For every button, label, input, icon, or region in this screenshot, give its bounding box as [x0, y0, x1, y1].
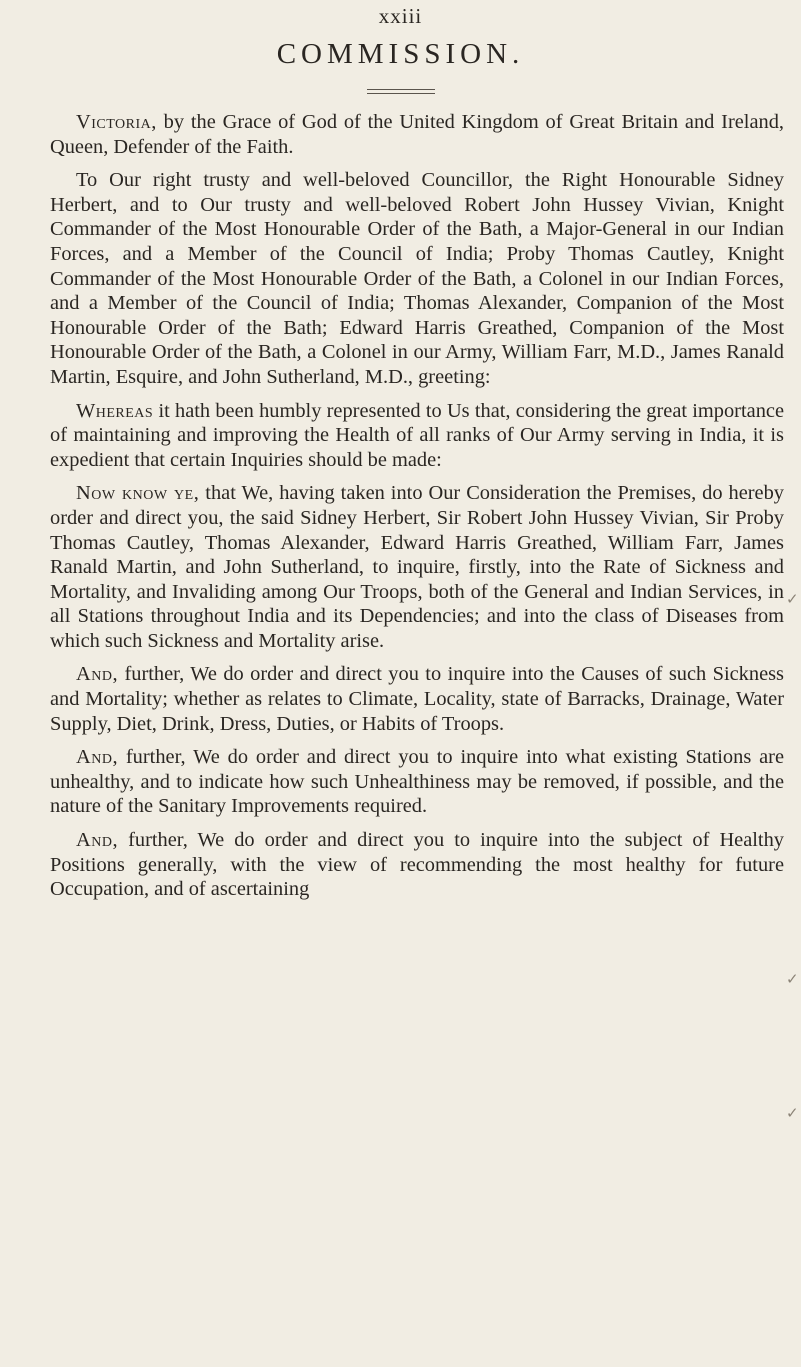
margin-mark: ✓	[786, 970, 799, 988]
paragraph-lead: And,	[76, 829, 119, 852]
paragraph-body: further, We do order and direct you to inquire into the subject of Healthy Positions generally, with the view of recommending the most healthy for future Occupation, and of ascertaining	[50, 829, 784, 901]
paragraph-body: by the Grace of God of the United Kingdom of Great Britain and Ireland, Queen, Defender of the Faith.	[50, 111, 784, 158]
paragraph-lead: And,	[76, 663, 119, 686]
title-rule-upper	[367, 89, 435, 90]
paragraph-whereas	[50, 399, 784, 473]
margin-mark: ✓	[786, 590, 799, 608]
paragraph-now-know-ye	[50, 481, 784, 653]
margin-mark: ✓	[786, 1104, 799, 1122]
paragraph-lead: Now know ye,	[76, 482, 200, 505]
paragraph-lead: Whereas	[76, 399, 154, 422]
commission-text	[50, 110, 784, 902]
paragraph-body: To Our right trusty and well-beloved Councillor, the Right Honourable Sidney Herbert, and to Our trusty and well-beloved Robert John Hussey Vivian, Knight Commander of the Most Honourable Order of the Bath, a Major-General in our Indian Forces, and a Member of the Council of India; Proby Thomas Cautley, Knight Commander of the Most Honourable Order of the Bath, a Colonel in our Indian Forces, and a Member of the Council of India; Thomas Alexander, Companion of the Most Honourable Order of the Bath; Edward Harris Greathed, Companion of the Most Honourable Order of the Bath, a Colonel in our Army, William Farr, M.D., James Ranald Martin, Esquire, and John Sutherland, M.D., greeting:	[50, 169, 784, 388]
paragraph-stations	[50, 745, 784, 819]
paragraph-addressees	[50, 168, 784, 389]
paragraph-body: further, We do order and direct you to inquire into what existing Stations are unhealthy, and to indicate how such Unhealthiness may be removed, if possible, and the nature of the Sanitary Improvements required.	[50, 746, 784, 818]
paragraph-healthy-positions	[50, 828, 784, 902]
page-title: COMMISSION.	[276, 38, 525, 70]
paragraph-body: further, We do order and direct you to inquire into the Causes of such Sickness and Mortality; whether as relates to Climate, Locality, state of Barracks, Drainage, Water Supply, Diet, Drink, Dress, Duties, or Habits of Troops.	[50, 663, 784, 735]
title-rule-lower	[367, 93, 435, 94]
paragraph-body: it hath been humbly represented to Us that, considering the great importance of maintaining and improving the Health of all ranks of Our Army serving in India, it is expedient that certain Inquiries should be made:	[50, 399, 784, 471]
paragraph-salutation	[50, 110, 784, 159]
paragraph-lead: Victoria,	[76, 111, 157, 133]
paragraph-body: that We, having taken into Our Consideration the Premises, do hereby order and direct you, the said Sidney Herbert, Sir Robert John Hussey Vivian, Sir Proby Thomas Cautley, Thomas Alexander, Edward Harris Greathed, William Farr, James Ranald Martin, and John Sutherland, to inquire, firstly, into the Rate of Sickness and Mortality, and Invaliding among Our Troops, both of the General and Indian Services, in all Stations throughout India and its Dependencies; and into the class of Diseases from which such Sickness and Mortality arise.	[50, 482, 784, 652]
paragraph-lead: And,	[76, 746, 119, 769]
paragraph-causes	[50, 662, 784, 736]
page-number: xxiii	[378, 4, 423, 28]
